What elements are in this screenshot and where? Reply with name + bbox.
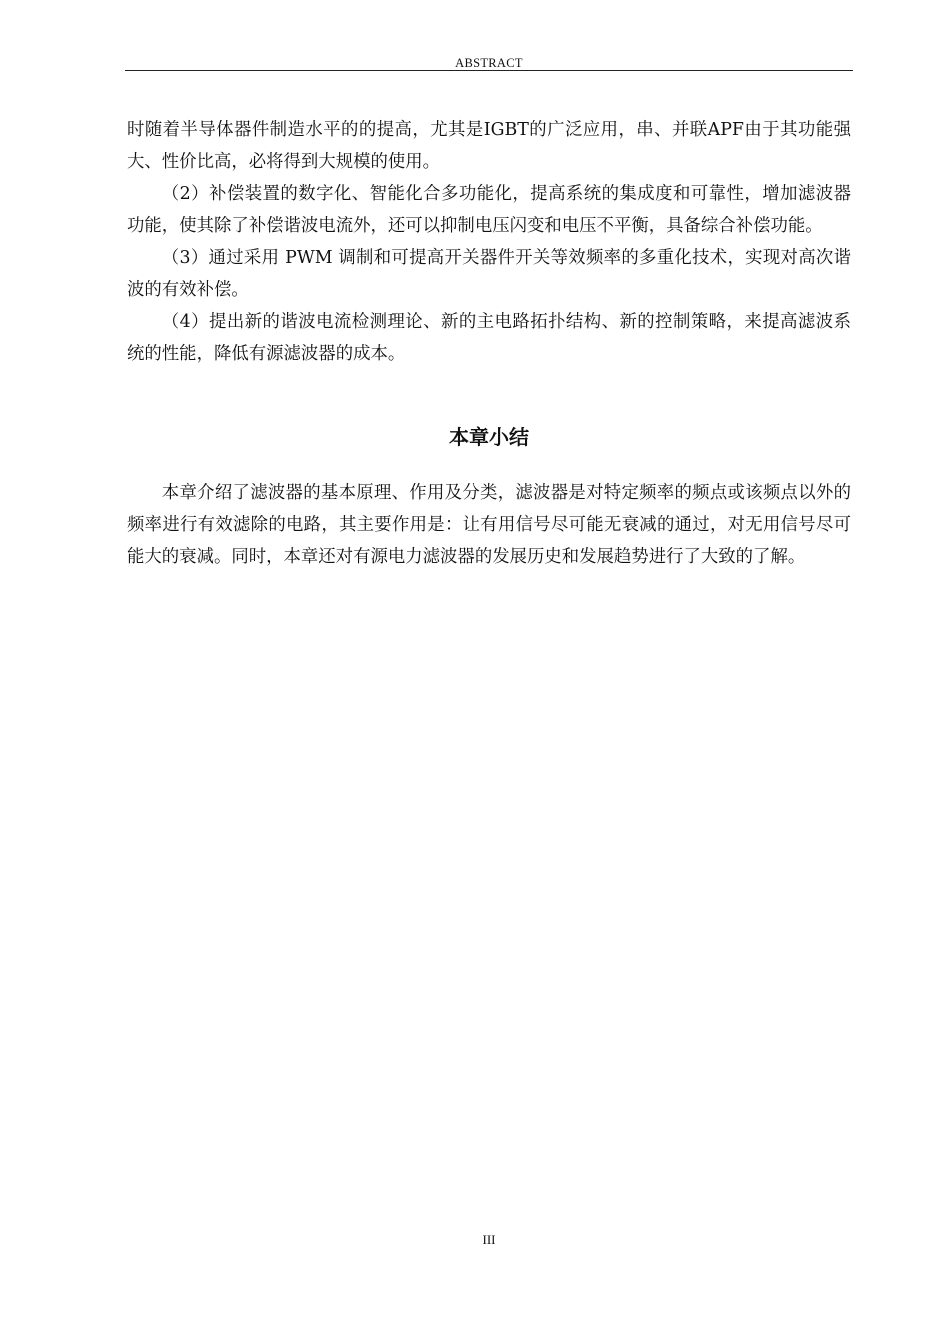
paragraph-item-4: （4）提出新的谐波电流检测理论、新的主电路拓扑结构、新的控制策略，来提高滤波系统的性能，降低有源滤波器的成本。 bbox=[127, 312, 851, 364]
page-number: III bbox=[482, 1232, 496, 1247]
paragraph-item-3: （3）通过采用 PWM 调制和可提高开关器件开关等效频率的多重化技术，实现对高次谐波的有效补偿。 bbox=[127, 248, 851, 300]
paragraph-item-2: （2）补偿装置的数字化、智能化合多功能化，提高系统的集成度和可靠性，增加滤波器功能，使其除了补偿谐波电流外，还可以抑制电压闪变和电压不平衡，具备综合补偿功能。 bbox=[127, 184, 851, 236]
chapter-summary bbox=[127, 477, 851, 573]
paragraph-continuation: 时随着半导体器件制造水平的的提高，尤其是IGBT的广泛应用，串、并联APF由于其功能强大、性价比高，必将得到大规模的使用。 bbox=[127, 120, 851, 172]
header-title: ABSTRACT bbox=[455, 56, 523, 70]
page-header bbox=[125, 52, 853, 71]
body-text bbox=[127, 114, 851, 370]
summary-paragraph: 本章介绍了滤波器的基本原理、作用及分类，滤波器是对特定频率的频点或该频点以外的频率进行有效滤除的电路，其主要作用是：让有用信号尽可能无衰减的通过，对无用信号尽可能大的衰减。同时，本章还对有源电力滤波器的发展历史和发展趋势进行了大致的了解。 bbox=[127, 483, 851, 567]
section-title: 本章小结 bbox=[449, 425, 529, 449]
